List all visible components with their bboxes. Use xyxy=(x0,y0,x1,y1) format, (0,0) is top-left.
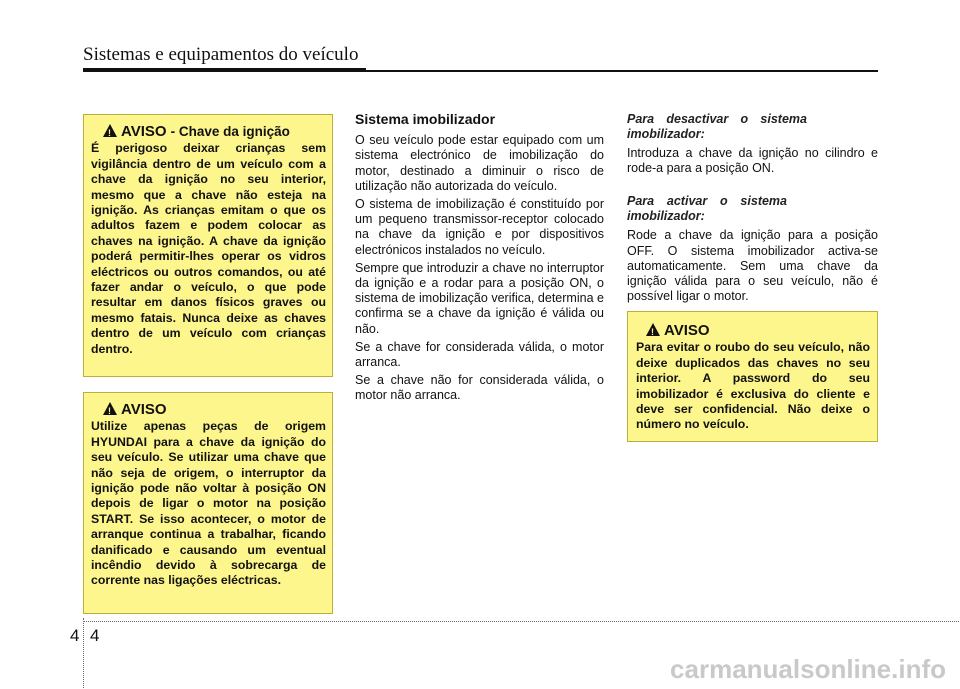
page-number: 4 xyxy=(90,626,100,645)
warning-triangle-icon xyxy=(103,402,117,415)
header-band xyxy=(83,68,366,72)
warning-title: AVISO xyxy=(121,123,167,140)
immobilizer-section xyxy=(355,112,604,407)
footer-rule xyxy=(83,621,960,622)
paragraph: O seu veículo pode estar equipado com um sistema electrónico de imobilização do motor, destinado a diminuir o risco de utilização não autorizada do veículo. xyxy=(355,133,604,193)
watermark: carmanualsonline.info xyxy=(670,654,946,684)
warning-header xyxy=(91,401,326,417)
deactivate-text: Introduza a chave da ignição no cilindro e rode-a para a posição ON. xyxy=(627,146,878,176)
warning-box-original-parts xyxy=(83,392,333,614)
warning-subtitle: - Chave da ignição xyxy=(170,124,290,139)
warning-triangle-icon xyxy=(646,323,660,336)
activate-text: Rode a chave da ignição para a posição OFF. O sistema imobilizador activa-se automaticamente. Sem uma chave da ignição válida para o seu veículo, não é possível ligar o motor. xyxy=(627,228,878,304)
header-rule xyxy=(366,70,878,72)
warning-body: Utilize apenas peças de origem HYUNDAI para a chave da ignição do seu veículo. Se utilizar uma chave que não seja de origem, o interruptor da ignição pode não voltar à posição ON depois de ligar o motor na posição START. Se isso acontecer, o motor de arranque continua a trabalhar, ficando danificado e causando um eventual incêndio devido à sobrecarga de corrente nas ligações eléctricas. xyxy=(91,419,326,588)
activate-heading: Para activar o sistema imobilizador: xyxy=(627,194,787,223)
section-heading: Sistema imobilizador xyxy=(355,111,496,127)
warning-box-theft xyxy=(627,311,878,442)
warning-title: AVISO xyxy=(121,401,167,418)
warning-body: É perigoso deixar crianças sem vigilância dentro de um veículo com a chave da ignição no seu interior, mesmo que a chave não esteja na ignição. As crianças emitam o que os adultos fazem e podem colocar as chaves na ignição. A chave da ignição poderá permitir-lhes operar os vidros eléctricos ou outros comandos, ou até fazer andar o veículo, o que pode resultar em danos físicos graves ou mesmo fatais. Nunca deixe as chaves dentro de um veículo com crianças dentro. xyxy=(91,141,326,356)
warning-box-ignition-key xyxy=(83,114,333,377)
footer-divider xyxy=(83,618,85,688)
warning-body: Para evitar o roubo do seu veículo, não deixe duplicados das chaves no seu interior. A password do seu imobilizador é exclusiva do cliente e deve ser confidencial. Não deixe o número no veículo. xyxy=(636,340,870,432)
warning-title: AVISO xyxy=(664,322,710,339)
paragraph: O sistema de imobilização é constituído por um pequeno transmissor-receptor colocado na chave da ignição e por dispositivos electrónicos instalados no veículo. xyxy=(355,197,604,257)
paragraph: Se a chave for considerada válida, o motor arranca. xyxy=(355,339,604,370)
warning-triangle-icon xyxy=(103,124,117,137)
deactivate-heading: Para desactivar o sistema imobilizador: xyxy=(627,112,807,141)
header-title: Sistemas e equipamentos do veículo xyxy=(83,44,359,65)
warning-header xyxy=(91,123,326,139)
warning-header xyxy=(636,322,870,338)
paragraph: Sempre que introduzir a chave no interruptor da ignição e a rodar para a posição ON, o sistema de imobilização verifica, determina e confirma se a chave da ignição é válida ou não. xyxy=(355,260,604,336)
immobilizer-instructions xyxy=(627,112,878,307)
chapter-number: 4 xyxy=(70,626,80,645)
paragraph: Se a chave não for considerada válida, o motor não arranca. xyxy=(355,373,604,403)
